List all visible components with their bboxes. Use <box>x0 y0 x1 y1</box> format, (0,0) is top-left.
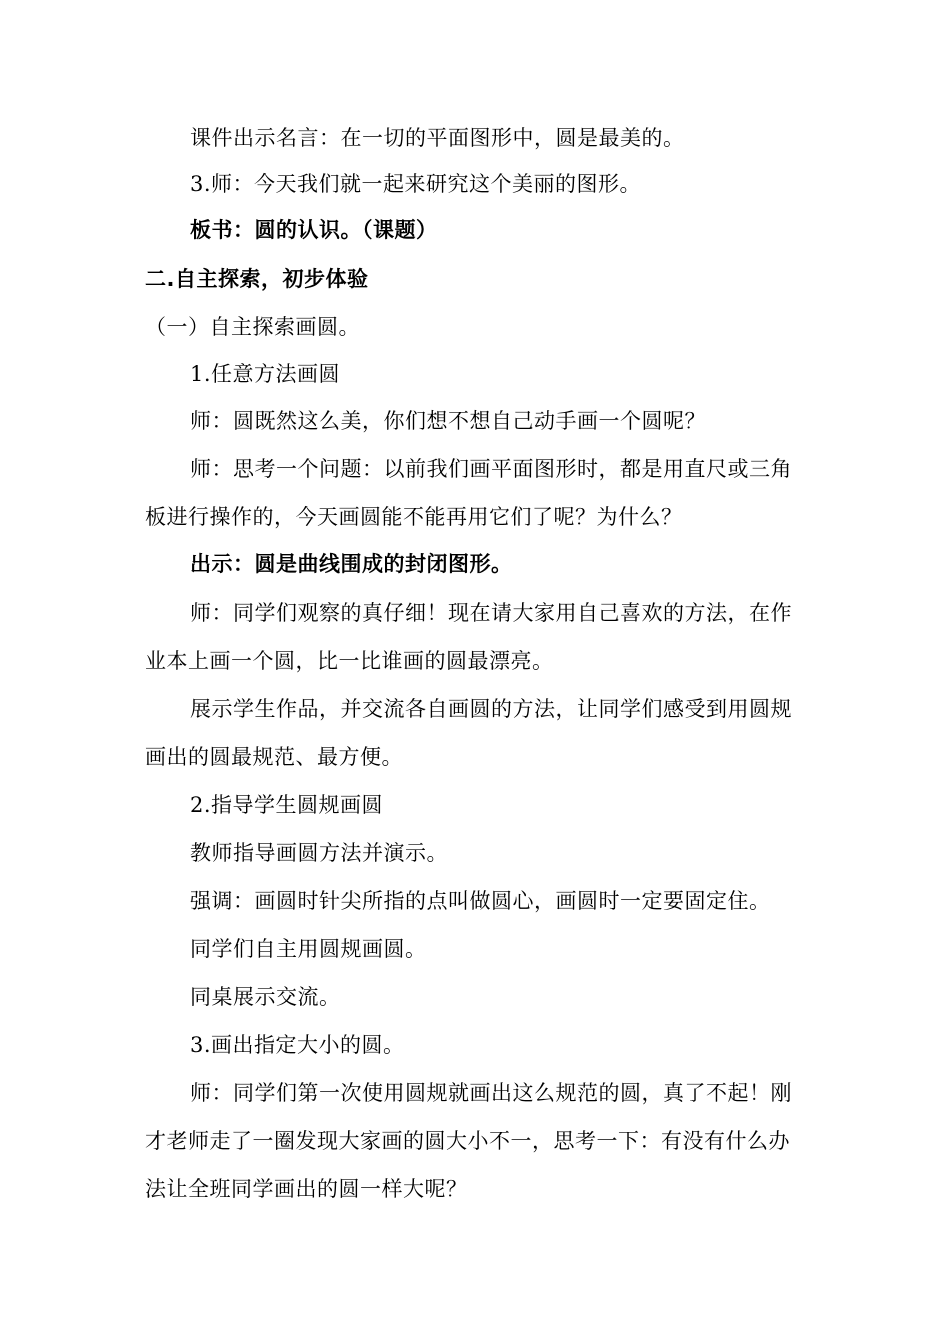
section-heading-2: 二.自主探索，初步体验 <box>145 267 369 291</box>
paragraph-practice: 同学们自主用圆规画圆。 <box>190 937 427 961</box>
blackboard-title: 板书：圆的认识。（课题） <box>190 218 438 242</box>
paragraph-size-line3: 法让全班同学画出的圆一样大呢？ <box>145 1177 468 1201</box>
step-heading-3: 3.画出指定大小的圆。 <box>190 1033 405 1057</box>
paragraph-teacher-question: 师：圆既然这么美，你们想不想自己动手画一个圆呢？ <box>190 409 706 433</box>
display-statement: 出示：圆是曲线围成的封闭图形。 <box>190 552 513 576</box>
paragraph-quote: 课件出示名言：在一切的平面图形中，圆是最美的。 <box>190 126 685 150</box>
paragraph-think-line1: 师：思考一个问题：以前我们画平面图形时，都是用直尺或三角 <box>190 457 792 481</box>
paragraph-observe-line2: 业本上画一个圆，比一比谁画的圆最漂亮。 <box>145 649 554 673</box>
paragraph-size-line1: 师：同学们第一次使用圆规就画出这么规范的圆，真了不起！刚 <box>190 1081 792 1105</box>
paragraph-think-line2: 板进行操作的，今天画圆能不能再用它们了呢？为什么？ <box>145 505 683 529</box>
subsection-heading-1: （一）自主探索画圆。 <box>145 315 360 339</box>
paragraph-show-line2: 画出的圆最规范、最方便。 <box>145 745 403 769</box>
step-heading-1: 1.任意方法画圆 <box>190 362 341 386</box>
paragraph-emphasis: 强调：画圆时针尖所指的点叫做圆心，画圆时一定要固定住。 <box>190 889 771 913</box>
paragraph-exchange: 同桌展示交流。 <box>190 985 341 1009</box>
paragraph-observe-line1: 师：同学们观察的真仔细！现在请大家用自己喜欢的方法，在作 <box>190 601 792 625</box>
step-heading-2: 2.指导学生圆规画圆 <box>190 793 384 817</box>
paragraph-size-line2: 才老师走了一圈发现大家画的圆大小不一，思考一下：有没有什么办 <box>145 1129 790 1153</box>
paragraph-show-line1: 展示学生作品，并交流各自画圆的方法，让同学们感受到用圆规 <box>190 697 792 721</box>
paragraph-step-3-intro: 3.师：今天我们就一起来研究这个美丽的图形。 <box>190 172 642 196</box>
paragraph-demonstrate: 教师指导画圆方法并演示。 <box>190 841 448 865</box>
